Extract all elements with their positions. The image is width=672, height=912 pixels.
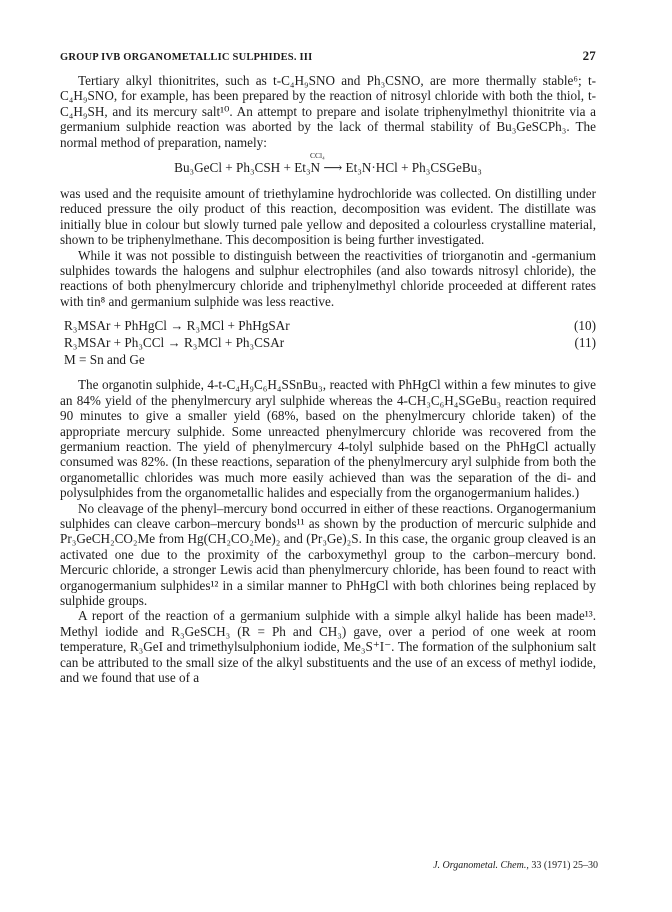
paragraph-5: No cleavage of the phenyl–mercury bond occurred in either of these reactions. Organogermanium sulphides can cleave carbon–mercury bonds¹¹ as shown by the production of mercuric sulphide and Pr₃GeCH₂CO₂Me from Hg(CH₂CO₂Me)₂ and (Pr₃Ge)₂S. In this case, the organic group cleaved is an activated one due to the proximity of the carboxymethyl group to the carbon–mercury bond. Mercuric chloride, a stronger Lewis acid than phenylmercury chloride, has been found to react with organogermanium sulphides¹² in a similar manner to PhHgCl with both chlorines being replaced by sulphide groups.	[60, 500, 596, 608]
page-header	[60, 48, 596, 64]
equation-row	[60, 317, 596, 334]
reaction-equation-text: Bu₃GeCl + Ph₃CSH + Et₃N ⟶ Et₃N·HCl + Ph₃CSGeBu₃	[174, 160, 482, 176]
journal-name: J. Organometal. Chem.,	[433, 860, 529, 871]
equation-number: (10)	[574, 318, 596, 334]
journal-citation: 33 (1971) 25–30	[531, 860, 598, 871]
equation-row	[60, 351, 596, 368]
paragraph-4: The organotin sulphide, 4-t-C₄H₉C₆H₄SSnBu₃, reacted with PhHgCl within a few minutes to give an 84% yield of the phenylmercury aryl sulphide whereas the 4-CH₃C₆H₄SGeBu₃ reaction required 90 minutes to give a smaller yield (68%, based on the phenylmercury chloride taken) of the appropriate mercury sulphide. Some unreacted phenylmercury chloride was recovered from the germanium reaction. The yield of phenylmercury 4-tolyl sulphide based on the PhHgCl actually consumed was 82%. (In these reactions, separation of the phenylmercury aryl sulphide from both the organometallic chlorides was much more easily achieved than was the separation of the di- and polysulphides from the organometallic halides and especially from the organogermanium halides.)	[60, 377, 596, 501]
reaction-equation-main	[60, 151, 596, 176]
equation-text: M = Sn and Ge	[64, 352, 145, 368]
page-number: 27	[582, 48, 596, 63]
paragraph-1: Tertiary alkyl thionitrites, such as t-C₄H₉SNO and Ph₃CSNO, are more thermally stable⁶; t-C₄H₉SNO, for example, has been prepared by the reaction of nitrosyl chloride with both the thiol, t-C₄H₉SH, and its mercury salt¹⁰. An attempt to prepare and isolate triphenylmethyl thionitrite via a germanium sulphide reaction was aborted by the lack of thermal stability of Bu₃GeSCPh₃. The normal method of preparation, namely:	[60, 73, 596, 150]
paragraph-2: was used and the requisite amount of triethylamine hydrochloride was collected. On distilling under reduced pressure the oily product of this reaction, decomposition was evident. The distillate was initially blue in colour but slowly turned pale yellow and deposited a colourless crystalline material, shown to be triphenylmethane. This decomposition is being further investigated.	[60, 186, 596, 248]
paragraph-6: A report of the reaction of a germanium sulphide with a simple alkyl halide has been made¹³. Methyl iodide and R₃GeSCH₃ (R = Ph and CH₃) gave, over a period of one week at room temperature, R₃GeI and trimethylsulphonium iodide, Me₃S⁺I⁻. The formation of the sulphonium salt can be attributed to the small size of the alkyl substituents and the use of an excess of methyl iodide, and we found that use of a	[60, 608, 596, 685]
equation-row	[60, 334, 596, 351]
paragraph-3: While it was not possible to distinguish between the reactivities of triorganotin and -germanium sulphides towards the halogens and sulphur electrophiles (and also towards nitrosyl chloride), the reactions of both phenylmercury chloride and triphenylmethyl chloride proceeded at different rates with tin⁸ and germanium sulphide was less reactive.	[60, 247, 596, 309]
running-title: GROUP IVB ORGANOMETALLIC SULPHIDES. III	[60, 52, 313, 63]
arrow-solvent-label: CCl₄	[310, 151, 325, 161]
paper-page	[60, 48, 596, 685]
equation-block	[60, 317, 596, 368]
equation-text: R₃MSAr + PhHgCl → R₃MCl + PhHgSAr	[64, 318, 290, 334]
equation-text: R₃MSAr + Ph₃CCl → R₃MCl + Ph₃CSAr	[64, 335, 285, 351]
equation-number: (11)	[574, 335, 596, 351]
page-footer	[433, 860, 598, 871]
